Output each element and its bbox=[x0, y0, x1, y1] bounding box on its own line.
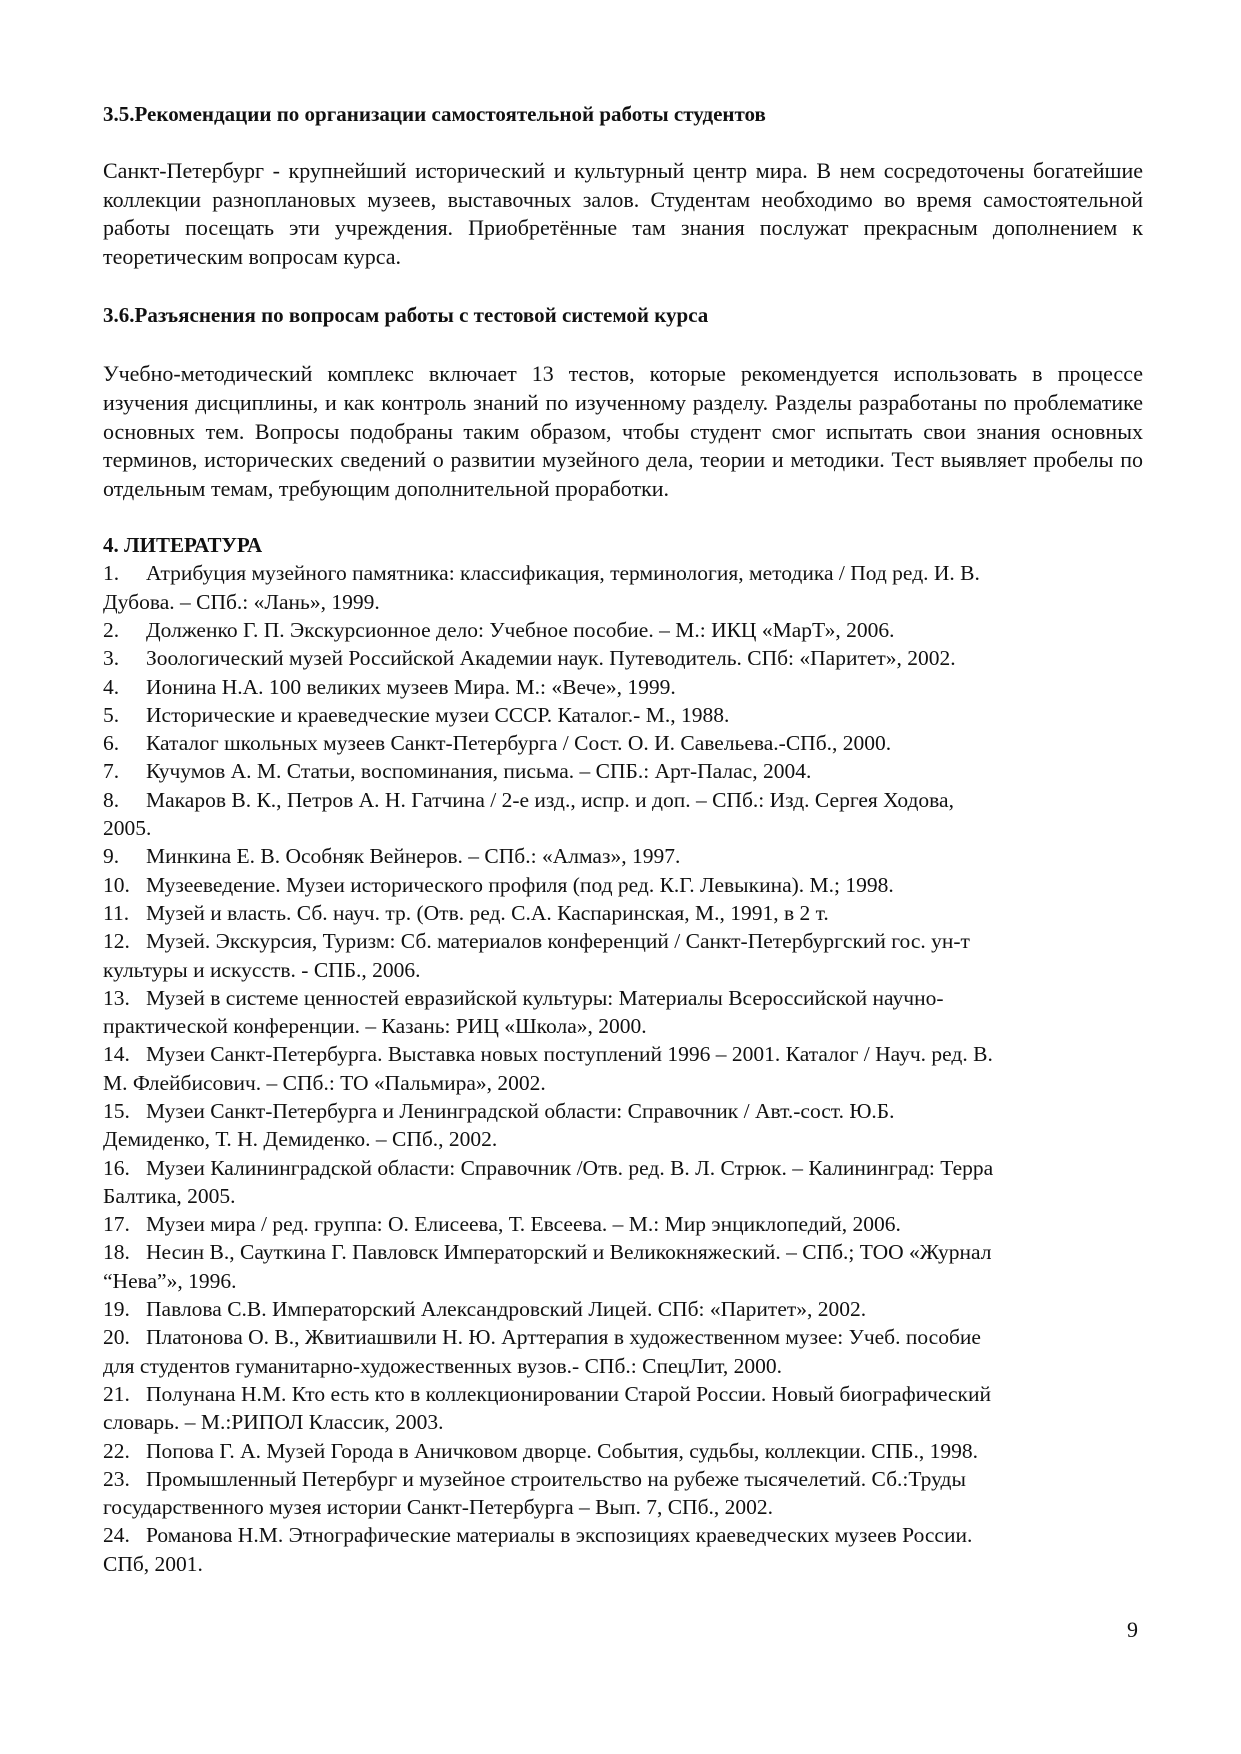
literature-item bbox=[103, 1238, 1143, 1295]
literature-item-number: 12. bbox=[103, 929, 130, 954]
literature-item bbox=[103, 729, 1143, 757]
literature-item bbox=[103, 842, 1143, 870]
literature-item bbox=[103, 701, 1143, 729]
literature-item-text: Музей в системе ценностей евразийской культуры: Материалы Всероссийской научно- bbox=[146, 985, 944, 1010]
literature-item-text: Павлова С.В. Императорский Александровский Лицей. СПб: «Паритет», 2002. bbox=[146, 1297, 867, 1322]
literature-item bbox=[103, 786, 1143, 843]
literature-item-text: Музеи Санкт-Петербурга. Выставка новых поступлений 1996 – 2001. Каталог / Науч. ред. В. bbox=[146, 1042, 993, 1067]
literature-item-number: 21. bbox=[103, 1381, 130, 1406]
literature-item-continuation: Балтика, 2005. bbox=[103, 1183, 236, 1208]
literature-item-text: Атрибуция музейного памятника: классификация, терминология, методика / Под ред. И. В. bbox=[146, 561, 980, 586]
literature-item bbox=[103, 1210, 1143, 1238]
literature-item-text: Макаров В. К., Петров А. Н. Гатчина / 2-е изд., испр. и доп. – СПб.: Изд. Сергея Ходова, bbox=[146, 787, 954, 812]
literature-item bbox=[103, 1437, 1143, 1465]
literature-item-continuation: для студентов гуманитарно-художественных вузов.- СПб.: СпецЛит, 2000. bbox=[103, 1353, 783, 1378]
literature-item bbox=[103, 927, 1143, 984]
literature-item-number: 9. bbox=[103, 844, 120, 869]
literature-item bbox=[103, 1323, 1143, 1380]
literature-item-text: Промышленный Петербург и музейное строительство на рубеже тысячелетий. Сб.:Труды bbox=[146, 1466, 966, 1491]
literature-item bbox=[103, 1521, 1143, 1578]
literature-item-text: Зоологический музей Российской Академии наук. Путеводитель. СПб: «Паритет», 2002. bbox=[146, 646, 956, 671]
literature-item-continuation: культуры и искусств. - СПБ., 2006. bbox=[103, 957, 421, 982]
literature-item-number: 19. bbox=[103, 1297, 130, 1322]
literature-item-number: 5. bbox=[103, 702, 120, 727]
document-page bbox=[103, 100, 1143, 1578]
literature-item-text: Музей. Экскурсия, Туризм: Сб. материалов конференций / Санкт-Петербургский гос. ун-т bbox=[146, 929, 970, 954]
literature-item-number: 15. bbox=[103, 1098, 130, 1123]
literature-item bbox=[103, 673, 1143, 701]
literature-item-continuation: Дубова. – СПб.: «Лань», 1999. bbox=[103, 589, 380, 614]
literature-item-number: 10. bbox=[103, 872, 130, 897]
literature-item-text: Музееведение. Музеи исторического профиля (под ред. К.Г. Левыкина). М.; 1998. bbox=[146, 872, 894, 897]
literature-item bbox=[103, 757, 1143, 785]
literature-item bbox=[103, 616, 1143, 644]
literature-item-number: 20. bbox=[103, 1325, 130, 1350]
literature-item-text: Ионина Н.А. 100 великих музеев Мира. М.: «Вече», 1999. bbox=[146, 674, 676, 699]
section-3-5-paragraph: Санкт-Петербург - крупнейший исторический и культурный центр мира. В нем сосредоточены богатейшие коллекции разноплановых музеев, выставочных залов. Студентам необходимо во время самостоятельной работы посещать эти учреждения. Приобретённые там знания послужат прекрасным дополнением к теоретическим вопросам курса. bbox=[103, 158, 1143, 269]
literature-item-text: Каталог школьных музеев Санкт-Петербурга / Сост. О. И. Савельева.-СПб., 2000. bbox=[146, 731, 892, 756]
literature-item-text: Платонова О. В., Жвитиашвили Н. Ю. Арттерапия в художественном музее: Учеб. пособие bbox=[146, 1325, 981, 1350]
literature-item-continuation: 2005. bbox=[103, 816, 152, 841]
literature-item-continuation: практической конференции. – Казань: РИЦ «Школа», 2000. bbox=[103, 1014, 647, 1039]
literature-item bbox=[103, 899, 1143, 927]
literature-item-number: 16. bbox=[103, 1155, 130, 1180]
literature-item-number: 24. bbox=[103, 1523, 130, 1548]
literature-item-number: 3. bbox=[103, 646, 120, 671]
literature-item-number: 11. bbox=[103, 900, 130, 925]
literature-item-number: 17. bbox=[103, 1212, 130, 1237]
literature-item-number: 4. bbox=[103, 674, 120, 699]
literature-item-text: Несин В., Сауткина Г. Павловск Императорский и Великокняжеский. – СПб.; ТОО «Журнал bbox=[146, 1240, 992, 1265]
literature-item-text: Исторические и краеведческие музеи СССР. Каталог.- М., 1988. bbox=[146, 702, 730, 727]
literature-item bbox=[103, 1295, 1143, 1323]
literature-item-text: Музеи Санкт-Петербурга и Ленинградской области: Справочник / Авт.-сост. Ю.Б. bbox=[146, 1098, 895, 1123]
literature-item-number: 2. bbox=[103, 617, 120, 642]
literature-item bbox=[103, 984, 1143, 1041]
literature-item-number: 7. bbox=[103, 759, 120, 784]
literature-item-number: 14. bbox=[103, 1042, 130, 1067]
section-3-5-heading: 3.5.Рекомендации по организации самостоятельной работы студентов bbox=[103, 102, 766, 126]
literature-item-text: Полунана Н.М. Кто есть кто в коллекционировании Старой России. Новый биографический bbox=[146, 1381, 992, 1406]
literature-item-number: 23. bbox=[103, 1466, 130, 1491]
literature-item bbox=[103, 644, 1143, 672]
literature-item-text: Долженко Г. П. Экскурсионное дело: Учебное пособие. – М.: ИКЦ «МарТ», 2006. bbox=[146, 617, 895, 642]
section-3-6-heading: 3.6.Разъяснения по вопросам работы с тестовой системой курса bbox=[103, 303, 709, 328]
literature-item-text: Минкина Е. В. Особняк Вейнеров. – СПб.: «Алмаз», 1997. bbox=[146, 844, 681, 869]
literature-item bbox=[103, 1154, 1143, 1211]
literature-item bbox=[103, 871, 1143, 899]
literature-item bbox=[103, 1380, 1143, 1437]
literature-item bbox=[103, 559, 1143, 616]
literature-item-number: 8. bbox=[103, 787, 120, 812]
literature-item-continuation: “Нева”», 1996. bbox=[103, 1268, 237, 1293]
literature-item-number: 13. bbox=[103, 985, 130, 1010]
literature-item-text: Музеи Калининградской области: Справочник /Отв. ред. В. Л. Стрюк. – Калининград: Терра bbox=[146, 1155, 994, 1180]
literature-item-continuation: СПб, 2001. bbox=[103, 1551, 203, 1576]
literature-item bbox=[103, 1097, 1143, 1154]
literature-item-text: Попова Г. А. Музей Города в Аничковом дворце. События, судьбы, коллекции. СПБ., 1998. bbox=[146, 1438, 978, 1463]
literature-item-number: 22. bbox=[103, 1438, 130, 1463]
literature-item-continuation: Демиденко, Т. Н. Демиденко. – СПб., 2002. bbox=[103, 1127, 498, 1152]
literature-item-text: Романова Н.М. Этнографические материалы в экспозициях краеведческих музеев России. bbox=[146, 1523, 973, 1548]
literature-item-number: 1. bbox=[103, 561, 120, 586]
literature-list bbox=[103, 559, 1143, 1578]
literature-item-text: Музей и власть. Сб. науч. тр. (Отв. ред. С.А. Каспаринская, М., 1991, в 2 т. bbox=[146, 900, 829, 925]
literature-heading: 4. ЛИТЕРАТУРА bbox=[103, 533, 263, 558]
literature-item-continuation: словарь. – М.:РИПОЛ Классик, 2003. bbox=[103, 1410, 444, 1435]
literature-item bbox=[103, 1465, 1143, 1522]
page-number: 9 bbox=[1127, 1617, 1138, 1642]
literature-item-number: 18. bbox=[103, 1240, 130, 1265]
literature-item-text: Музеи мира / ред. группа: О. Елисеева, Т. Евсеева. – М.: Мир энциклопедий, 2006. bbox=[146, 1212, 901, 1237]
section-3-6-paragraph: Учебно-методический комплекс включает 13 тестов, которые рекомендуется использовать в процессе изучения дисциплины, и как контроль знаний по изученному разделу. Разделы разработаны по проблематике основных тем. Вопросы подобраны таким образом, чтобы студент смог испытать свои знания основных терминов, исторических сведений о развитии музейного дела, теории и методики. Тест выявляет пробелы по отдельным темам, требующим дополнительной проработки. bbox=[103, 361, 1143, 501]
literature-item bbox=[103, 1040, 1143, 1097]
literature-item-continuation: государственного музея истории Санкт-Петербурга – Вып. 7, СПб., 2002. bbox=[103, 1495, 774, 1520]
literature-item-text: Кучумов А. М. Статьи, воспоминания, письма. – СПБ.: Арт-Палас, 2004. bbox=[146, 759, 812, 784]
literature-item-continuation: М. Флейбисович. – СПб.: ТО «Пальмира», 2002. bbox=[103, 1070, 546, 1095]
literature-item-number: 6. bbox=[103, 731, 120, 756]
